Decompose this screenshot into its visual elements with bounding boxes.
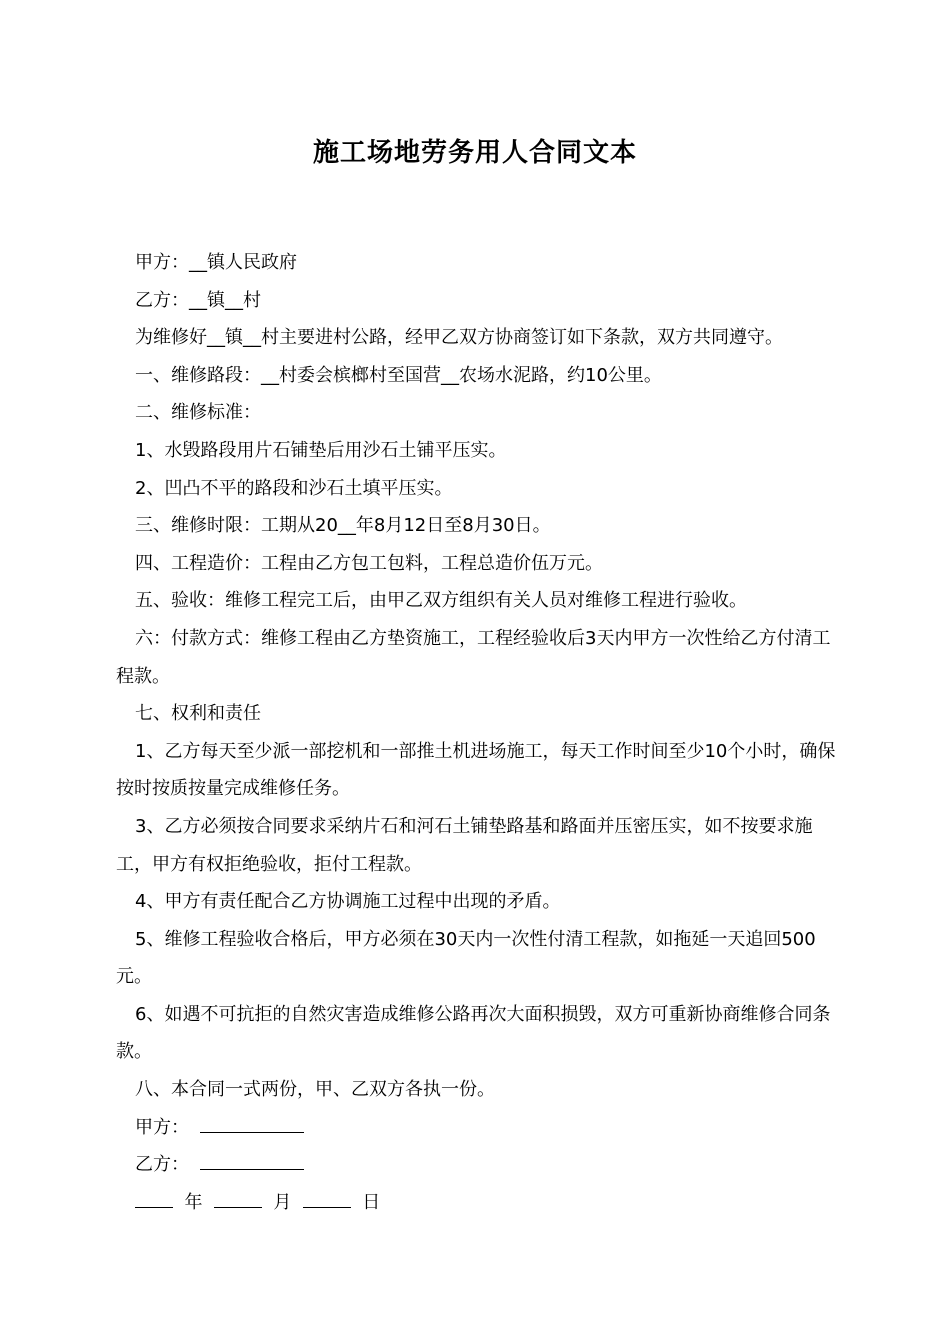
rights-item-3: 3、乙方必须按合同要求采纳片石和河石土铺垫路基和路面并压密压实，如不按要求施工，甲方有权拒绝验收，拒付工程款。	[116, 815, 813, 875]
day-label: 日	[362, 1191, 381, 1213]
party-a-signature-blank	[200, 1116, 304, 1133]
preamble: 为维修好__镇__村主要进村公路，经甲乙双方协商签订如下条款，双方共同遵守。	[135, 327, 783, 349]
day-blank	[303, 1191, 351, 1208]
rights-item-6: 6、如遇不可抗拒的自然灾害造成维修公路再次大面积损毁，双方可重新协商维修合同条款。	[116, 1003, 831, 1063]
clause-payment: 六：付款方式：维修工程由乙方垫资施工，工程经验收后3天内甲方一次性给乙方付清工程款。	[116, 627, 831, 687]
document-title: 施工场地劳务用人合同文本	[312, 138, 637, 168]
month-blank	[214, 1191, 262, 1208]
standard-item-2: 2、凹凸不平的路段和沙石土填平压实。	[135, 477, 453, 499]
clause-cost: 四、工程造价：工程由乙方包工包料，工程总造价伍万元。	[135, 552, 603, 574]
signature-date	[116, 1184, 846, 1222]
year-label: 年	[184, 1191, 203, 1213]
clause-rights-heading: 七、权利和责任	[135, 703, 261, 725]
month-label: 月	[273, 1191, 292, 1213]
rights-item-4: 4、甲方有责任配合乙方协调施工过程中出现的矛盾。	[135, 891, 561, 913]
document-body	[116, 244, 846, 1221]
year-blank	[135, 1191, 173, 1208]
party-b-line: 乙方：__镇__村	[135, 289, 261, 311]
clause-acceptance: 五、验收：维修工程完工后，由甲乙双方组织有关人员对维修工程进行验收。	[135, 590, 747, 612]
party-a-label: 甲方：	[135, 1116, 189, 1138]
rights-item-5: 5、维修工程验收合格后，甲方必须在30天内一次性付清工程款，如拖延一天追回500元。	[116, 928, 816, 988]
clause-copies: 八、本合同一式两份，甲、乙双方各执一份。	[135, 1079, 495, 1101]
party-a-line: 甲方：__镇人民政府	[135, 252, 297, 273]
signature-party-b	[116, 1146, 846, 1184]
clause-standard-heading: 二、维修标准：	[135, 402, 261, 424]
party-b-label: 乙方：	[135, 1154, 189, 1176]
clause-time-limit: 三、维修时限：工期从20__年8月12日至8月30日。	[135, 515, 551, 537]
rights-item-1: 1、乙方每天至少派一部挖机和一部推土机进场施工，每天工作时间至少10个小时，确保按时按质按量完成维修任务。	[116, 740, 836, 800]
party-b-signature-blank	[200, 1153, 304, 1170]
signature-party-a	[116, 1109, 846, 1147]
standard-item-1: 1、水毁路段用片石铺垫后用沙石土铺平压实。	[135, 439, 507, 461]
clause-road-section: 一、维修路段：__村委会槟榔村至国营__农场水泥路，约10公里。	[135, 364, 662, 386]
